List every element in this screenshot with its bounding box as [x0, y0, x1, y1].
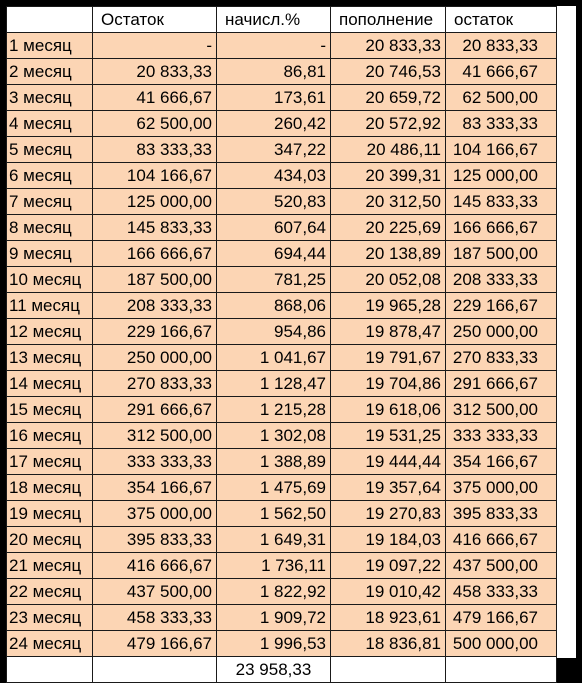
balance-start-cell[interactable]: 62 500,00: [93, 111, 217, 137]
balance-end-cell[interactable]: 125 000,00: [446, 163, 557, 189]
interest-cell[interactable]: 260,42: [217, 111, 331, 137]
month-cell[interactable]: 24 месяц: [7, 631, 93, 657]
topup-cell[interactable]: 19 184,03: [331, 527, 446, 553]
table-row: [7, 293, 557, 319]
balance-end-cell[interactable]: 291 666,67: [446, 371, 557, 397]
balance-start-cell[interactable]: 125 000,00: [93, 189, 217, 215]
balance-end-cell[interactable]: 312 500,00: [446, 397, 557, 423]
header-row: [7, 7, 557, 33]
balance-end-cell[interactable]: 479 166,67: [446, 605, 557, 631]
balance-end-cell[interactable]: 83 333,33: [446, 111, 557, 137]
month-cell[interactable]: 13 месяц: [7, 345, 93, 371]
interest-cell[interactable]: 694,44: [217, 241, 331, 267]
month-cell[interactable]: 21 месяц: [7, 553, 93, 579]
balance-end-cell[interactable]: 458 333,33: [446, 579, 557, 605]
interest-cell[interactable]: 1 649,31: [217, 527, 331, 553]
balance-end-cell[interactable]: 145 833,33: [446, 189, 557, 215]
balance-start-cell[interactable]: 41 666,67: [93, 85, 217, 111]
table-row: [7, 579, 557, 605]
balance-end-cell[interactable]: 354 166,67: [446, 449, 557, 475]
topup-cell[interactable]: 19 618,06: [331, 397, 446, 423]
balance-start-cell[interactable]: 104 166,67: [93, 163, 217, 189]
balance-end-cell[interactable]: 166 666,67: [446, 215, 557, 241]
table-row: [7, 397, 557, 423]
topup-cell[interactable]: 20 833,33: [331, 33, 446, 59]
month-cell[interactable]: 10 месяц: [7, 267, 93, 293]
balance-start-cell[interactable]: 250 000,00: [93, 345, 217, 371]
month-cell[interactable]: 2 месяц: [7, 59, 93, 85]
topup-cell[interactable]: 18 836,81: [331, 631, 446, 657]
total-empty-cell[interactable]: [446, 657, 557, 683]
balance-start-cell[interactable]: 166 666,67: [93, 241, 217, 267]
month-cell[interactable]: 7 месяц: [7, 189, 93, 215]
topup-cell[interactable]: 19 270,83: [331, 501, 446, 527]
interest-table: [6, 6, 557, 683]
header-balance-end[interactable]: остаток: [446, 7, 557, 33]
balance-start-cell[interactable]: 395 833,33: [93, 527, 217, 553]
balance-start-cell[interactable]: 291 666,67: [93, 397, 217, 423]
balance-start-cell[interactable]: 270 833,33: [93, 371, 217, 397]
interest-cell[interactable]: 520,83: [217, 189, 331, 215]
interest-cell[interactable]: 607,64: [217, 215, 331, 241]
table-row: [7, 605, 557, 631]
balance-start-cell[interactable]: 333 333,33: [93, 449, 217, 475]
total-empty-cell[interactable]: [7, 657, 93, 683]
topup-cell[interactable]: 20 746,53: [331, 59, 446, 85]
balance-start-cell[interactable]: 187 500,00: [93, 267, 217, 293]
balance-start-cell[interactable]: 312 500,00: [93, 423, 217, 449]
balance-start-cell[interactable]: 375 000,00: [93, 501, 217, 527]
table-row: [7, 215, 557, 241]
interest-cell[interactable]: 781,25: [217, 267, 331, 293]
month-cell[interactable]: 8 месяц: [7, 215, 93, 241]
header-cell[interactable]: [7, 7, 93, 33]
balance-start-cell[interactable]: 83 333,33: [93, 137, 217, 163]
month-cell[interactable]: 4 месяц: [7, 111, 93, 137]
topup-cell[interactable]: 19 704,86: [331, 371, 446, 397]
total-empty-cell[interactable]: [93, 657, 217, 683]
topup-cell[interactable]: 20 486,11: [331, 137, 446, 163]
month-cell[interactable]: 9 месяц: [7, 241, 93, 267]
interest-cell[interactable]: 1 822,92: [217, 579, 331, 605]
interest-cell[interactable]: 1 302,08: [217, 423, 331, 449]
header-topup[interactable]: пополнение: [331, 7, 446, 33]
interest-cell[interactable]: 1 475,69: [217, 475, 331, 501]
topup-cell[interactable]: 20 312,50: [331, 189, 446, 215]
total-row: [7, 657, 557, 683]
month-cell[interactable]: 19 месяц: [7, 501, 93, 527]
topup-cell[interactable]: 19 791,67: [331, 345, 446, 371]
balance-start-cell[interactable]: 20 833,33: [93, 59, 217, 85]
month-cell[interactable]: 12 месяц: [7, 319, 93, 345]
interest-cell[interactable]: 86,81: [217, 59, 331, 85]
table-row: [7, 111, 557, 137]
interest-cell[interactable]: 1 215,28: [217, 397, 331, 423]
interest-cell[interactable]: 1 996,53: [217, 631, 331, 657]
balance-end-cell[interactable]: 104 166,67: [446, 137, 557, 163]
month-cell[interactable]: 6 месяц: [7, 163, 93, 189]
balance-end-cell[interactable]: 270 833,33: [446, 345, 557, 371]
topup-cell[interactable]: 20 138,89: [331, 241, 446, 267]
table-row: [7, 423, 557, 449]
interest-cell[interactable]: 1 562,50: [217, 501, 331, 527]
interest-cell[interactable]: -: [217, 33, 331, 59]
topup-cell[interactable]: 20 659,72: [331, 85, 446, 111]
month-cell[interactable]: 20 месяц: [7, 527, 93, 553]
balance-end-cell[interactable]: 395 833,33: [446, 501, 557, 527]
topup-cell[interactable]: 19 444,44: [331, 449, 446, 475]
balance-end-cell[interactable]: 375 000,00: [446, 475, 557, 501]
interest-cell[interactable]: 954,86: [217, 319, 331, 345]
balance-end-cell[interactable]: 333 333,33: [446, 423, 557, 449]
interest-cell[interactable]: 1 736,11: [217, 553, 331, 579]
balance-end-cell[interactable]: 187 500,00: [446, 241, 557, 267]
table-row: [7, 449, 557, 475]
table-row: [7, 319, 557, 345]
topup-cell[interactable]: 19 531,25: [331, 423, 446, 449]
balance-start-cell[interactable]: 145 833,33: [93, 215, 217, 241]
month-cell[interactable]: 11 месяц: [7, 293, 93, 319]
balance-start-cell[interactable]: -: [93, 33, 217, 59]
balance-end-cell[interactable]: 41 666,67: [446, 59, 557, 85]
header-interest[interactable]: начисл.%: [217, 7, 331, 33]
balance-end-cell[interactable]: 229 166,67: [446, 293, 557, 319]
month-cell[interactable]: 16 месяц: [7, 423, 93, 449]
total-empty-cell[interactable]: [331, 657, 446, 683]
balance-end-cell[interactable]: 62 500,00: [446, 85, 557, 111]
table-row: [7, 345, 557, 371]
topup-cell[interactable]: 19 357,64: [331, 475, 446, 501]
topup-cell[interactable]: 20 052,08: [331, 267, 446, 293]
topup-cell[interactable]: 18 923,61: [331, 605, 446, 631]
month-cell[interactable]: 3 месяц: [7, 85, 93, 111]
topup-cell[interactable]: 20 399,31: [331, 163, 446, 189]
topup-cell[interactable]: 19 010,42: [331, 579, 446, 605]
month-cell[interactable]: 14 месяц: [7, 371, 93, 397]
table-row: [7, 475, 557, 501]
topup-cell[interactable]: 19 097,22: [331, 553, 446, 579]
balance-end-cell[interactable]: 500 000,00: [446, 631, 557, 657]
month-cell[interactable]: 15 месяц: [7, 397, 93, 423]
balance-start-cell[interactable]: 458 333,33: [93, 605, 217, 631]
table-row: [7, 371, 557, 397]
balance-end-cell[interactable]: 208 333,33: [446, 267, 557, 293]
balance-end-cell[interactable]: 250 000,00: [446, 319, 557, 345]
interest-cell[interactable]: 347,22: [217, 137, 331, 163]
topup-cell[interactable]: 19 965,28: [331, 293, 446, 319]
month-cell[interactable]: 1 месяц: [7, 33, 93, 59]
balance-start-cell[interactable]: 354 166,67: [93, 475, 217, 501]
interest-cell[interactable]: 1 388,89: [217, 449, 331, 475]
table-row: [7, 527, 557, 553]
interest-cell[interactable]: 434,03: [217, 163, 331, 189]
header-balance-start[interactable]: Остаток: [93, 7, 217, 33]
topup-cell[interactable]: 20 572,92: [331, 111, 446, 137]
table-row: [7, 631, 557, 657]
balance-end-cell[interactable]: 20 833,33: [446, 33, 557, 59]
balance-start-cell[interactable]: 208 333,33: [93, 293, 217, 319]
table-row: [7, 59, 557, 85]
month-cell[interactable]: 18 месяц: [7, 475, 93, 501]
table-row: [7, 189, 557, 215]
table-row: [7, 137, 557, 163]
total-interest-cell[interactable]: 23 958,33: [217, 657, 331, 683]
balance-end-cell[interactable]: 437 500,00: [446, 553, 557, 579]
month-cell[interactable]: 23 месяц: [7, 605, 93, 631]
table-row: [7, 267, 557, 293]
balance-end-cell[interactable]: 416 666,67: [446, 527, 557, 553]
table-row: [7, 163, 557, 189]
balance-start-cell[interactable]: 479 166,67: [93, 631, 217, 657]
balance-start-cell[interactable]: 437 500,00: [93, 579, 217, 605]
table-row: [7, 553, 557, 579]
table-row: [7, 241, 557, 267]
month-cell[interactable]: 22 месяц: [7, 579, 93, 605]
month-cell[interactable]: 5 месяц: [7, 137, 93, 163]
balance-start-cell[interactable]: 229 166,67: [93, 319, 217, 345]
table-row: [7, 33, 557, 59]
interest-cell[interactable]: 1 041,67: [217, 345, 331, 371]
balance-start-cell[interactable]: 416 666,67: [93, 553, 217, 579]
table-row: [7, 85, 557, 111]
spreadsheet: [6, 6, 576, 679]
interest-cell[interactable]: 173,61: [217, 85, 331, 111]
table-row: [7, 501, 557, 527]
topup-cell[interactable]: 19 878,47: [331, 319, 446, 345]
topup-cell[interactable]: 20 225,69: [331, 215, 446, 241]
interest-cell[interactable]: 1 909,72: [217, 605, 331, 631]
interest-cell[interactable]: 1 128,47: [217, 371, 331, 397]
interest-cell[interactable]: 868,06: [217, 293, 331, 319]
month-cell[interactable]: 17 месяц: [7, 449, 93, 475]
